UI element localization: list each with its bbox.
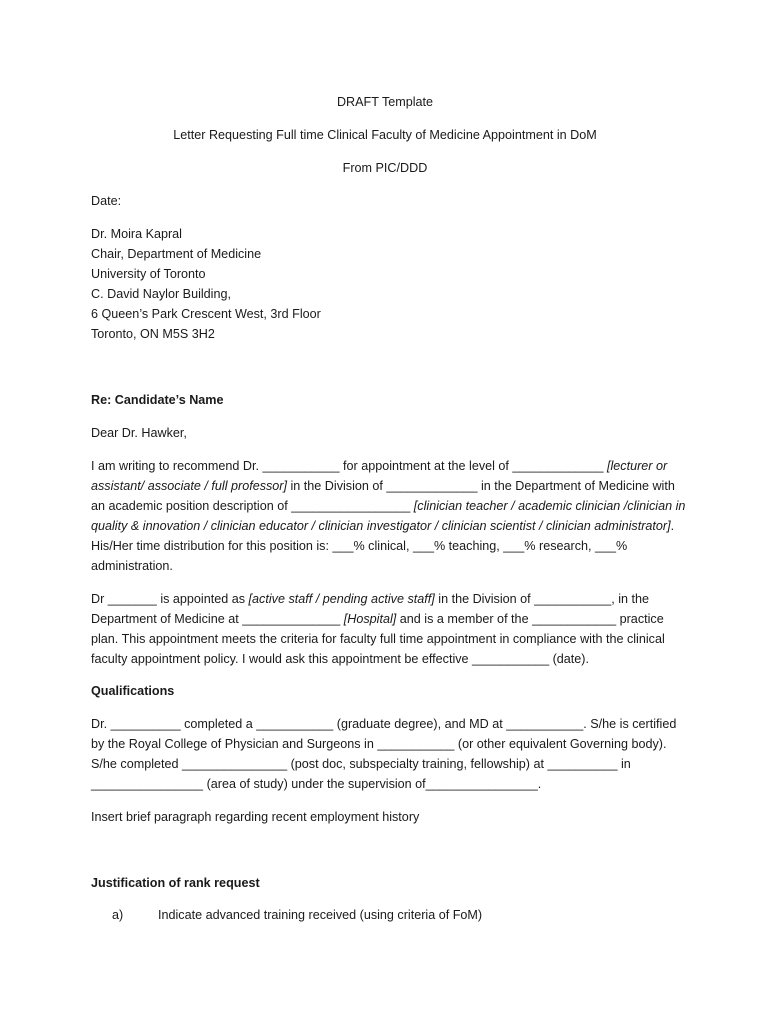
document-title: DRAFT Template — [336, 95, 434, 109]
paragraph-appointment — [91, 589, 691, 669]
p1-position-options: [clinician teacher / academic clinician /clinician in quality & innovation / clinician educator / clinician investigator / clinician scientist / clinician administrator] — [91, 499, 686, 533]
p1-text-e: . His/Her time distribution for this position is: ___% clinical, ___% teaching, ___% research, ___% administration. — [91, 519, 675, 573]
qualifications-text: Dr. __________ completed a ___________ (graduate degree), and MD at ___________. S/he is certified by the Royal College of Physician and Surgeons in ___________ (or other equivalent Governing body). S/he completed _______________ (post doc, subspecialty training, fellowship) at __________ in ________________ (area of study) under the supervision of________________. — [91, 717, 677, 791]
qualifications-heading: Qualifications — [91, 684, 175, 698]
recipient-name: Dr. Moira Kapral — [91, 227, 182, 241]
p2-text-a: Dr _______ is appointed as — [91, 592, 249, 606]
p1-text-c: in the Division of _____________ in the Department of Medicine with an academic position description of _________________ — [91, 479, 675, 513]
date-label: Date: — [91, 194, 122, 208]
justification-heading: Justification of rank request — [91, 876, 260, 890]
recipient-street: 6 Queen’s Park Crescent West, 3rd Floor — [91, 307, 321, 321]
p1-text-a: I am writing to recommend Dr. ___________ for appointment at the level of _____________ — [91, 459, 607, 473]
list-item-label: a) — [112, 908, 124, 922]
p1-rank-options: [lecturer or assistant/ associate / full professor] — [91, 459, 668, 493]
document-subtitle: Letter Requesting Full time Clinical Faculty of Medicine Appointment in DoM — [173, 128, 597, 142]
p2-hospital-placeholder: [Hospital] — [343, 612, 397, 626]
employment-note: Insert brief paragraph regarding recent employment history — [91, 810, 420, 824]
p2-staff-options: [active staff / pending active staff] — [248, 592, 435, 606]
recipient-title: Chair, Department of Medicine — [91, 247, 262, 261]
paragraph-recommendation — [91, 456, 691, 576]
list-item-text: Indicate advanced training received (using criteria of FoM) — [158, 908, 483, 922]
re-line: Re: Candidate’s Name — [91, 393, 224, 407]
document-from: From PIC/DDD — [342, 161, 428, 175]
recipient-institution: University of Toronto — [91, 267, 206, 281]
recipient-city: Toronto, ON M5S 3H2 — [91, 327, 215, 341]
recipient-building: C. David Naylor Building, — [91, 287, 231, 301]
p2-text-c: in the Division of ___________, in the Department of Medicine at ______________ — [91, 592, 650, 626]
qualifications-paragraph — [91, 714, 691, 794]
p2-text-e: and is a member of the ____________ practice plan. This appointment meets the criteria for faculty full time appointment in compliance with the clinical faculty appointment policy. I would ask this appointment be effective ___________ (date). — [91, 612, 665, 666]
salutation: Dear Dr. Hawker, — [91, 426, 187, 440]
